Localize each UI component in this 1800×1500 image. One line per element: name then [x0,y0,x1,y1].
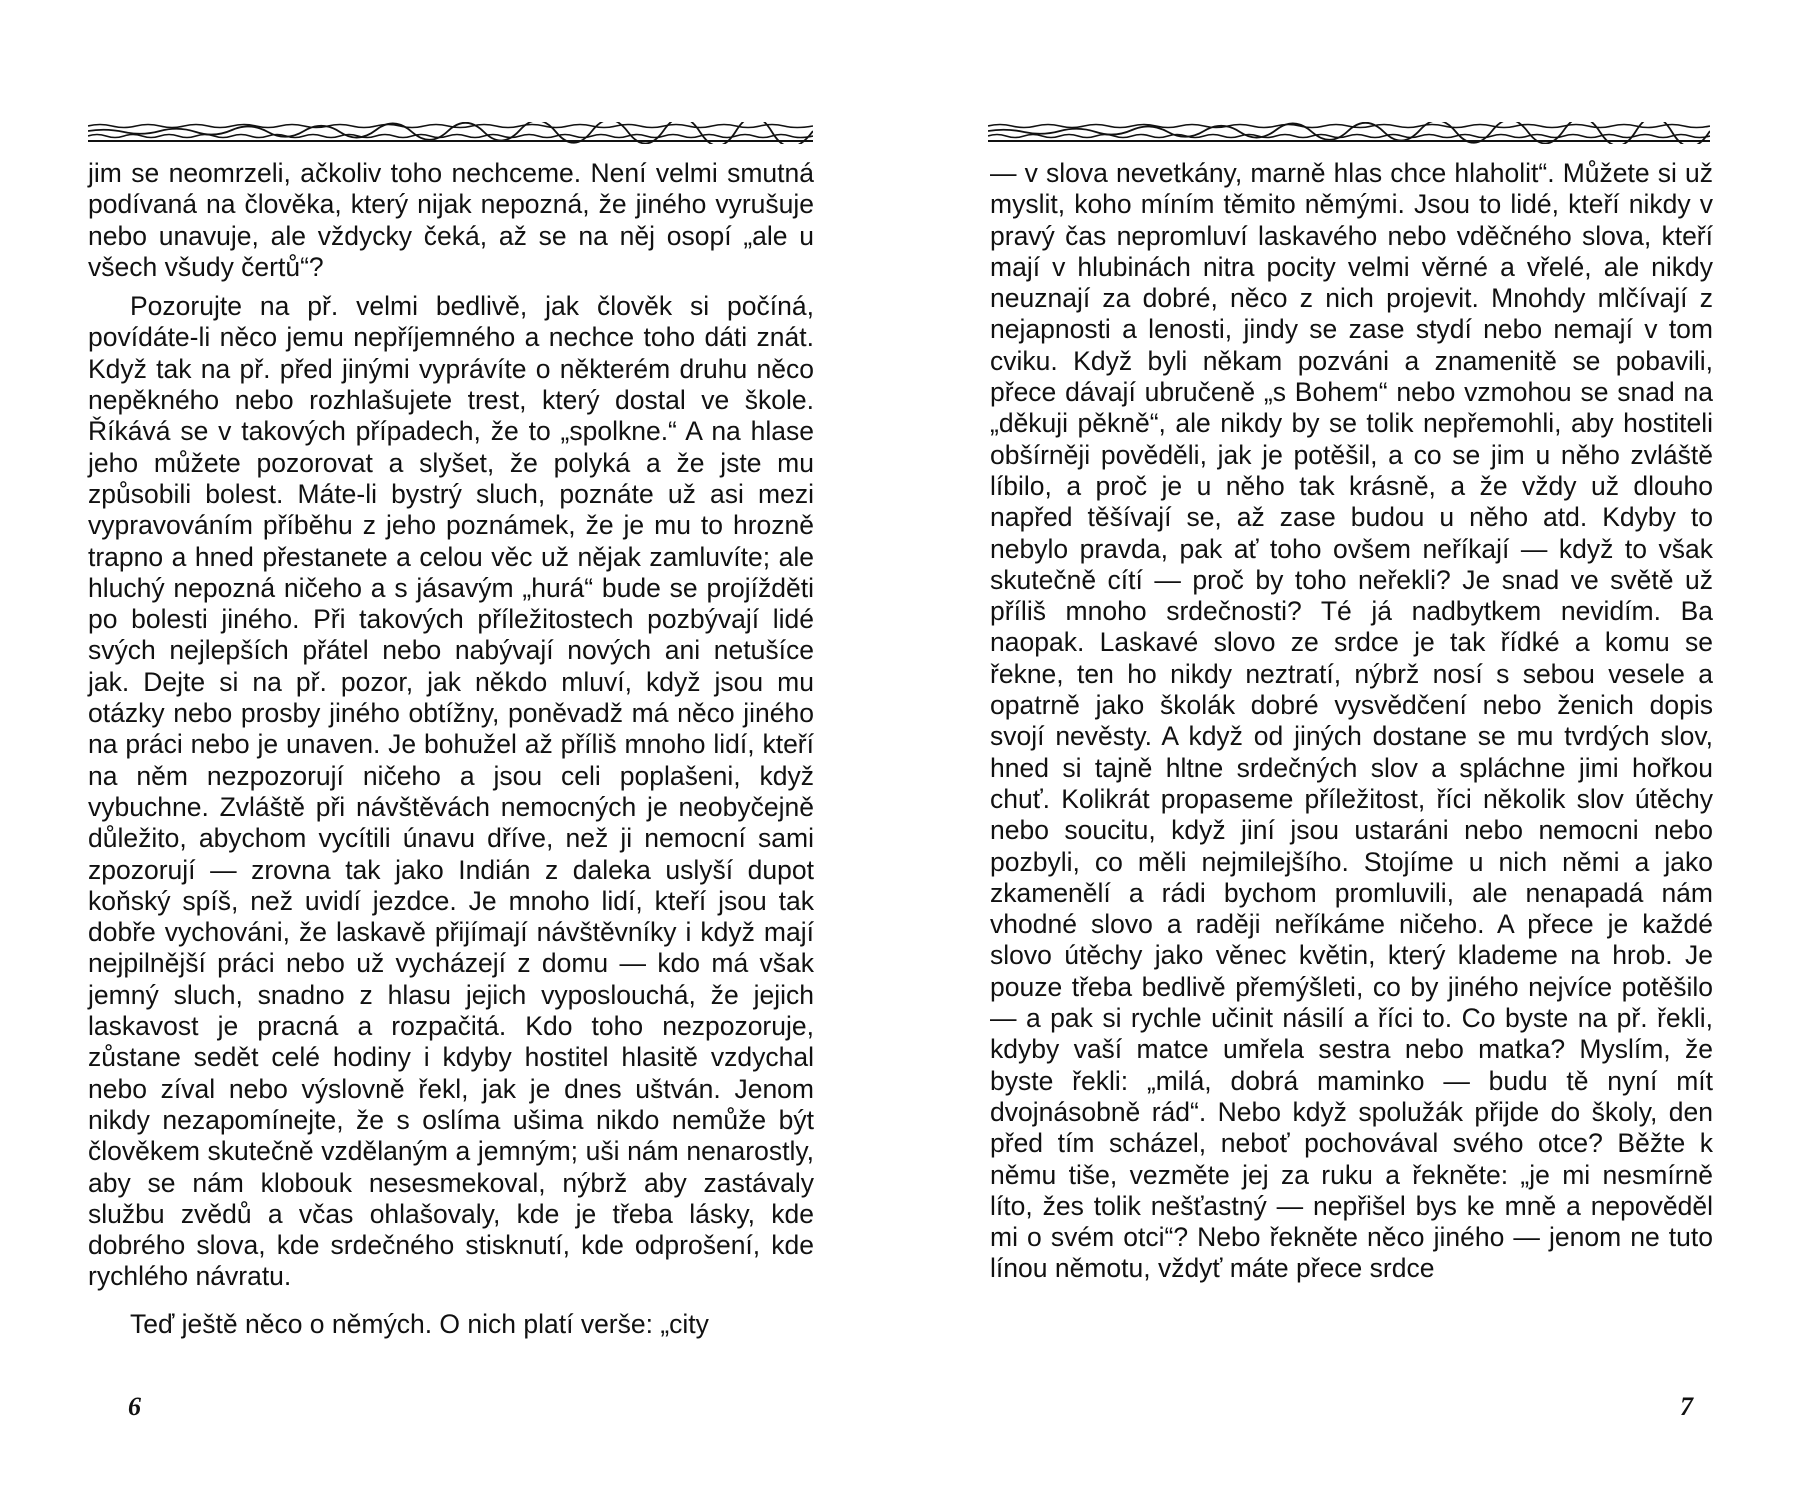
page-number-right: 7 [1680,1392,1693,1421]
left-paragraph-2: Pozorujte na př. velmi bedlivě, jak člověk si počíná, povídáte-li něco jemu nepříjemného a nechce toho dáti znát. Když tak na př. před jinými vyprávíte o některém druhu něco nepěkného nebo rozhlašujete trest, který dostal ve škole. Říkává se v takových případech, že to „spolkne.“ A na hlase jeho můžete pozorovat a slyšet, že polyká a že jste mu způsobili bolest. Máte-li bystrý sluch, poznáte už asi mezi vypravováním příběhu z jeho poznámek, že je mu to hrozně trapno a hned přestanete a celou věc už nějak zamluvíte; ale hluchý nepozná ničeho a s jásavým „hurá“ bude se projížděti po bolesti jiného. Při takových příležitostech pozbývají lidé svých nejlepších přátel nebo nabývají nových ani netušíce jak. Dejte si na př. pozor, jak někdo mluví, když jsou mu otázky nebo prosby jiného obtížny, poněvadž má něco jiného na práci nebo je unaven. Je bohužel až příliš mnoho lidí, kteří na něm nezpozorují ničeho a jsou celi poplašeni, když vybuchne. Zvláště při návštěvách nemocných je neobyčejně důležito, abychom vycítili únavu dříve, než ji nemocní sami zpozorují — zrovna tak jako Indián z daleka uslyší dupot koňský spíš, než uvidí jezdce. Je mnoho lidí, kteří jsou tak dobře vychováni, že laskavě přijímají návštěvníky i když mají nejpilnější práci nebo už vycházejí z domu — kdo má však jemný sluch, snadno z hlasu jejich vyposlouchá, že jejich laskavost je pracná a rozpačitá. Kdo toho nezpozoruje, zůstane sedět celé hodiny i kdyby hostitel hlasitě vzdychal nebo zíval nebo výslovně řekl, jak je dnes uštván. Jenom nikdy nezapomínejte, že s oslíma ušima nikdo nemůže být člověkem skutečně vzdělaným a jemným; uši nám nenarostly, aby se nám klobouk nesesmekoval, nýbrž aby zastávaly službu zvědů a včas ohlašovaly, kde je třeba lásky, kde dobrého slova, kde srdečného stisknutí, kde odprošení, kde rychlého návratu. [88,291,814,1292]
right-paragraph-1: — v slova nevetkány, marně hlas chce hlaholit“. Můžete si už myslit, koho míním těmito němými. Jsou to lidé, kteří nikdy v pravý čas nepromluví laskavého nebo vděčného slova, kteří mají v hlubinách nitra pocity velmi věrné a vřelé, ale nikdy neuznají za dobré, něco z nich projevit. Mnohdy mlčívají z nejapnosti a lenosti, jindy se zase stydí nebo nemají v tom cviku. Když byli někam pozváni a znamenitě se pobavili, přece dávají ubručeně „s Bohem“ nebo vzmohou se snad na „děkuji pěkně“, ale nikdy by se tolik nepřemohli, aby hostiteli obšírněji pověděli, jak je potěšil, a co se jim u něho zvláště líbilo, a proč je u něho tak krásně, a že vždy už dlouho napřed těšívají se, až zase budou u něho atd. Kdyby to nebylo pravda, pak ať toho ovšem neříkají — když to však skutečně cítí — proč by toho neřekli? Je snad ve světě už příliš mnoho srdečnosti? Té já nadbytkem nevidím. Ba naopak. Laskavé slovo ze srdce je tak řídké a komu se řekne, ten ho nikdy neztratí, nýbrž nosí s sebou vesele a opatrně jako školák dobré vysvědčení nebo ženich dopis svojí nevěsty. A když od jiných dostane se mu tvrdých slov, hned si tajně hltne srdečných slov a spláchne jimi hořkou chuť. Kolikrát propaseme příležitost, říci několik slov útěchy nebo soucitu, když jiní jsou ustaráni nebo nemocni nebo pozbyli, co měli nejmilejšího. Stojíme u nich němi a jako zkamenělí a rádi bychom promluvili, ale nenapadá nám vhodné slovo a raději neříkáme ničeho. A přece je každé slovo útěchy jako věnec květin, který klademe na hrob. Je pouze třeba bedlivě přemýšleti, co by jiného nejvíce potěšilo — a pak si rychle učinit násilí a říci to. Co byste na př. řekli, kdyby vaší matce umřela sestra nebo matka? Myslím, že byste řekli: „milá, dobrá maminko — budu tě nyní mít dvojnásobně rád“. Nebo když spolužák přijde do školy, den před tím scházel, neboť pochovával svého otce? Běžte k němu tiše, vezměte jej za ruku a řekněte: „je mi nesmírně líto, žes tolik nešťastný — nepřišel bys ke mně a nepověděl mi o svém otci“? Nebo řekněte něco jiného — jenom ne tuto línou němotu, vždyť máte přece srdce [990,158,1713,1284]
right-page [900,0,1800,1500]
right-page-text [990,158,1713,1285]
wavy-rule-ornament-icon [988,122,1710,144]
left-paragraph-1: jim se neomrzeli, ačkoliv toho nechceme. Není velmi smutná podívaná na člověka, který nijak nepozná, že jiného vyrušuje nebo unavuje, ale vždycky čeká, až se na něj osopí „ale u všech všudy čertů“? [88,158,814,282]
wavy-rule-ornament-icon [88,122,813,144]
left-paragraph-3: Teď ještě něco o němých. O nich platí verše: „city [130,1308,709,1339]
left-page-text [88,158,814,1340]
page-number-left: 6 [128,1392,141,1421]
